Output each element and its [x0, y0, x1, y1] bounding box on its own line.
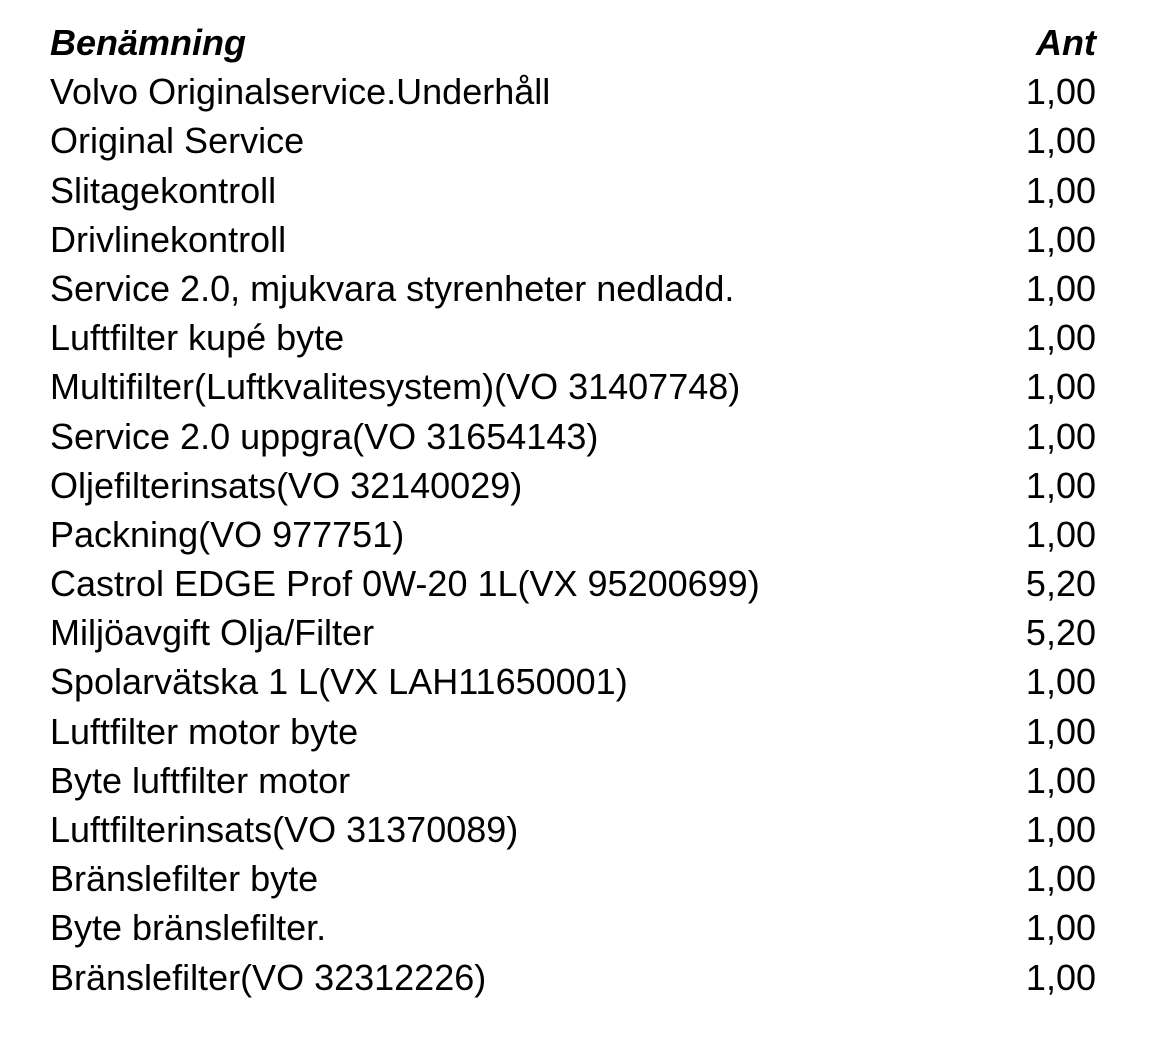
- item-qty: 1,00: [1025, 218, 1096, 260]
- item-row: [50, 903, 1096, 952]
- column-header-row: [50, 18, 1096, 67]
- item-row: [50, 313, 1096, 362]
- item-name: Drivlinekontroll: [50, 218, 287, 260]
- item-row: [50, 657, 1096, 706]
- item-row: [50, 953, 1096, 1002]
- item-name: Oljefilterinsats(VO 32140029): [50, 464, 523, 506]
- item-row: [50, 264, 1096, 313]
- item-qty: 1,00: [1025, 267, 1096, 309]
- item-qty: 1,00: [1025, 710, 1096, 752]
- item-name: Original Service: [50, 120, 305, 162]
- item-row: [50, 756, 1096, 805]
- item-name: Slitagekontroll: [50, 169, 277, 211]
- item-qty: 1,00: [1025, 661, 1096, 703]
- item-qty: 5,20: [1025, 563, 1096, 605]
- item-qty: 1,00: [1025, 907, 1096, 949]
- item-name: Volvo Originalservice.Underhåll: [50, 71, 551, 113]
- item-row: [50, 805, 1096, 854]
- item-qty: 1,00: [1025, 120, 1096, 162]
- item-row: [50, 854, 1096, 903]
- item-row: [50, 116, 1096, 165]
- item-row: [50, 215, 1096, 264]
- item-row: [50, 707, 1096, 756]
- item-name: Service 2.0 uppgra(VO 31654143): [50, 415, 599, 457]
- item-row: [50, 510, 1096, 559]
- item-name: Bränslefilter(VO 32312226): [50, 956, 487, 998]
- service-item-list: [50, 18, 1096, 1002]
- column-header-name: Benämning: [50, 22, 247, 63]
- item-name: Service 2.0, mjukvara styrenheter nedladd.: [50, 267, 735, 309]
- item-name: Luftfilter motor byte: [50, 710, 359, 752]
- item-qty: 1,00: [1025, 464, 1096, 506]
- item-qty: 1,00: [1025, 956, 1096, 998]
- item-row: [50, 166, 1096, 215]
- item-qty: 1,00: [1025, 809, 1096, 850]
- item-qty: 1,00: [1025, 71, 1096, 113]
- item-qty: 1,00: [1025, 169, 1096, 211]
- item-name: Multifilter(Luftkvalitesystem)(VO 31407748): [50, 366, 741, 408]
- item-qty: 5,20: [1025, 612, 1096, 654]
- item-qty: 1,00: [1025, 759, 1096, 801]
- item-name: Luftfilterinsats(VO 31370089): [50, 809, 519, 850]
- item-name: Byte bränslefilter.: [50, 907, 327, 949]
- item-name: Packning(VO 977751): [50, 513, 405, 555]
- item-row: [50, 461, 1096, 510]
- item-row: [50, 608, 1096, 657]
- item-qty: 1,00: [1025, 415, 1096, 457]
- item-row: [50, 362, 1096, 411]
- item-name: Spolarvätska 1 L(VX LAH11650001): [50, 661, 628, 703]
- item-qty: 1,00: [1025, 858, 1096, 900]
- item-row: [50, 559, 1096, 608]
- item-name: Castrol EDGE Prof 0W-20 1L(VX 95200699): [50, 563, 760, 605]
- item-qty: 1,00: [1025, 317, 1096, 359]
- item-name: Bränslefilter byte: [50, 858, 319, 900]
- column-header-qty: Ant: [1036, 22, 1096, 63]
- item-row: [50, 412, 1096, 461]
- item-row: [50, 67, 1096, 116]
- item-name: Miljöavgift Olja/Filter: [50, 612, 375, 654]
- item-qty: 1,00: [1025, 513, 1096, 555]
- item-name: Byte luftfilter motor: [50, 759, 351, 801]
- item-qty: 1,00: [1025, 366, 1096, 408]
- item-name: Luftfilter kupé byte: [50, 317, 345, 359]
